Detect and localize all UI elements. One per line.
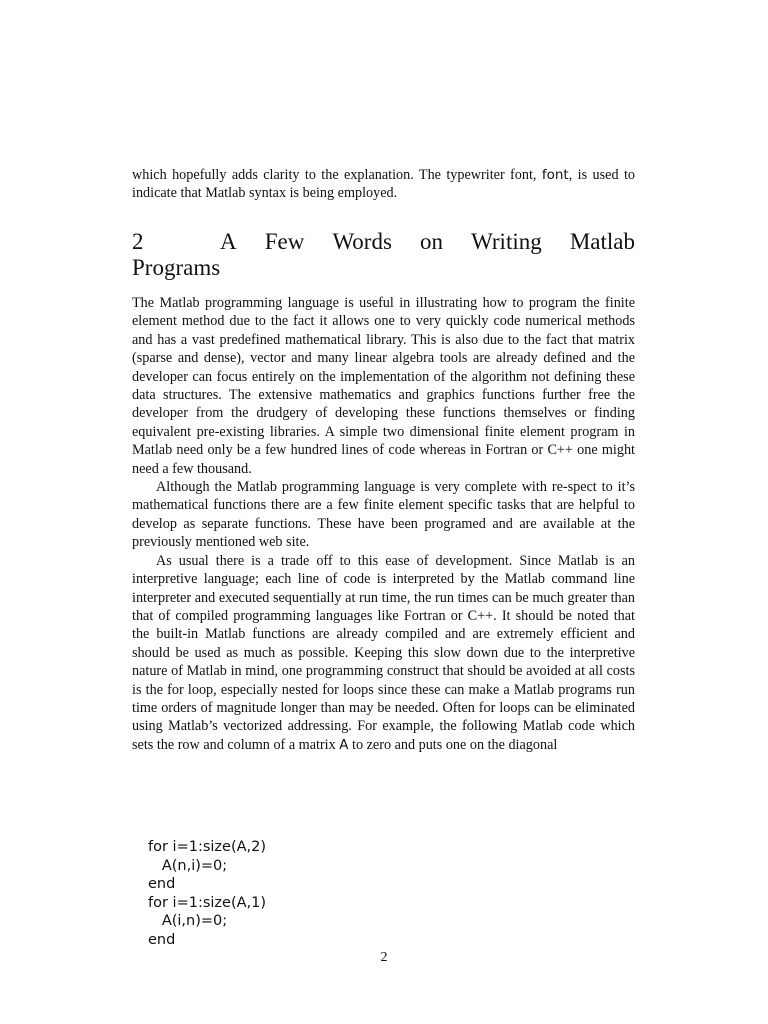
intro-text-after: , is used to indicate that Matlab syntax is being employed. — [132, 167, 635, 202]
section-heading-line1 — [132, 229, 635, 255]
section-title-word: A — [220, 229, 237, 254]
paragraph-3 — [132, 552, 635, 754]
page-number: 2 — [380, 950, 388, 965]
section-heading — [132, 229, 635, 281]
section-body — [132, 294, 635, 754]
intro-paragraph — [132, 166, 635, 203]
section-number: 2 — [132, 229, 144, 254]
paragraph-3-text-after: to zero and puts one on the diagonal — [348, 736, 558, 753]
section-title-word: Words — [332, 229, 392, 254]
section-title-line2: Programs — [132, 255, 221, 280]
section-title-word: Matlab — [569, 229, 635, 254]
paragraph-1: The Matlab programming language is useful in illustrating how to program the finite element method due to the fact it allows one to very quickly code numerical methods and has a vast predefined mathematical library. This is also due to the fact that matrix (sparse and dense), vector and many linear algebra tools are already defined and the developer can focus entirely on the implementation of the algorithm not defining these data structures. The extensive mathematics and graphics functions further free the developer from the drudgery of developing these functions themselves or finding equivalent pre-existing libraries. A simple two dimensional finite element program in Matlab need only be a few hundred lines of code whereas in Fortran or C++ one might need a few thousand. — [132, 295, 635, 477]
code-listing: for i=1:size(A,2) A(n,i)=0; end for i=1:size(A,1) A(i,n)=0; end — [148, 839, 267, 948]
section-title-word: Writing — [471, 229, 542, 254]
matrix-symbol: A — [339, 736, 349, 753]
paragraph-2: Although the Matlab programming language is very complete with re-spect to it’s mathematical functions there are a few finite element specific tasks that are helpful to develop as separate functions. These have been programed and are available at the previously mentioned web site. — [132, 479, 635, 551]
section-title-line1 — [220, 229, 635, 255]
section-title-word: Few — [264, 229, 305, 254]
section-title-word: on — [420, 229, 444, 254]
intro-text-before: which hopefully adds clarity to the explanation. The typewriter font, — [132, 167, 542, 183]
paragraph-3-text-before: As usual there is a trade off to this ease of development. Since Matlab is an interpretive language; each line of code is interpreted by the Matlab command line interpreter and executed sequentially at run time, the run times can be much greater than that of compiled programming languages like Fortran or C++. It should be noted that the built-in Matlab functions are already compiled and are extremely efficient and should be used as much as possible. Keeping this slow down due to the interpretive nature of Matlab in mind, one programming construct that should be avoided at all costs is the for loop, especially nested for loops since these can make a Matlab programs run time orders of magnitude longer than may be needed. Often for loops can be eliminated using Matlab’s vectorized addressing. For example, the following Matlab code which sets the row and column of a matrix — [132, 552, 635, 753]
intro-typewriter-word: font — [541, 167, 569, 183]
